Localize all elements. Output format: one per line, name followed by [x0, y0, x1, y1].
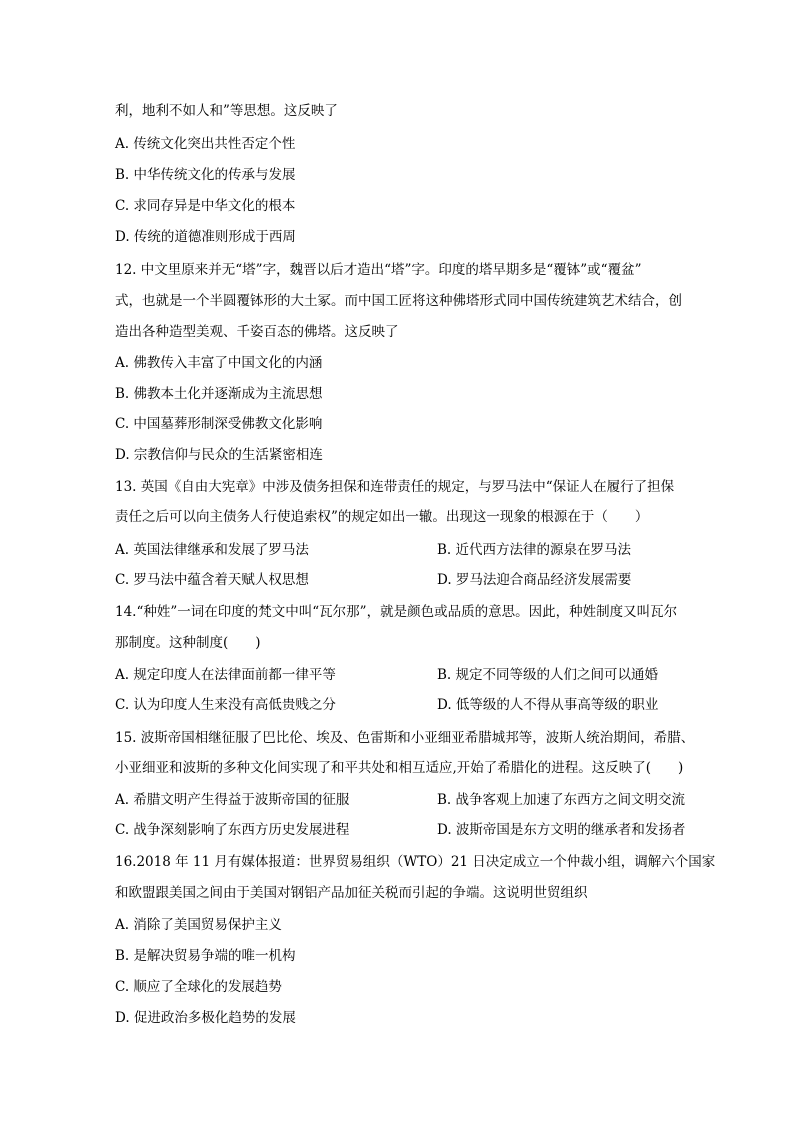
- question-13-line-2: 责任之后可以向主债务人行使追索权”的规定如出一辙。出现这一现象的根源在于（ ）: [115, 509, 649, 525]
- question-16-line-2: 和欧盟跟美国之间由于美国对钢铝产品加征关税而引起的争端。这说明世贸组织: [115, 885, 588, 901]
- q15-option-d: D. 波斯帝国是东方文明的继承者和发扬者: [437, 822, 686, 838]
- option-c: C. 求同存异是中华文化的根本: [115, 198, 296, 214]
- q16-option-a: A. 消除了美国贸易保护主义: [115, 917, 282, 933]
- q13-option-b: B. 近代西方法律的源泉在罗马法: [437, 542, 632, 558]
- question-text-line: 利，地利不如人和”等思想。这反映了: [115, 103, 338, 119]
- question-16-line-1: 16.2018 年 11 月有媒体报道：世界贸易组织（WTO）21 日决定成立一个仲裁小组，调解六个国家: [115, 854, 716, 870]
- q16-option-d: D. 促进政治多极化趋势的发展: [115, 1010, 296, 1026]
- q14-option-b: B. 规定不同等级的人们之间可以通婚: [437, 667, 659, 683]
- question-14-line-1: 14.“种姓”一词在印度的梵文中叫“瓦尔那”，就是颜色或品质的意思。因此，种姓制度又叫瓦尔: [115, 604, 678, 620]
- q15-option-a: A. 希腊文明产生得益于波斯帝国的征服: [115, 792, 350, 808]
- question-12-line-2: 式，也就是一个半圆覆钵形的大土冢。而中国工匠将这种佛塔形式同中国传统建筑艺术结合，创: [115, 293, 682, 309]
- q14-option-c: C. 认为印度人生来没有高低贵贱之分: [115, 697, 336, 713]
- option-a: A. 传统文化突出共性否定个性: [115, 136, 296, 152]
- q14-option-d: D. 低等级的人不得从事高等级的职业: [437, 697, 659, 713]
- q12-option-c: C. 中国墓葬形制深受佛教文化影响: [115, 416, 323, 432]
- q16-option-b: B. 是解决贸易争端的唯一机构: [115, 948, 296, 964]
- q15-option-c: C. 战争深刻影响了东西方历史发展进程: [115, 822, 350, 838]
- question-13-line-1: 13. 英国《自由大宪章》中涉及债务担保和连带责任的规定，与罗马法中“保证人在履行了担保: [115, 479, 675, 495]
- q16-option-c: C. 顺应了全球化的发展趋势: [115, 979, 282, 995]
- option-b: B. 中华传统文化的传承与发展: [115, 167, 296, 183]
- question-12-line-1: 12. 中文里原来并无“塔”字，魏晋以后才造出“塔”字。印度的塔早期多是“覆钵”或“覆盆”: [115, 262, 642, 278]
- q15-option-b: B. 战争客观上加速了东西方之间文明交流: [437, 792, 686, 808]
- question-15-line-1: 15. 波斯帝国相继征服了巴比伦、埃及、色雷斯和小亚细亚希腊城邦等，波斯人统治期间，希腊、: [115, 730, 695, 746]
- q13-option-d: D. 罗马法迎合商品经济发展需要: [437, 572, 632, 588]
- question-14-line-2: 那制度。这种制度( ): [115, 635, 261, 651]
- question-12-line-3: 造出各种造型美观、千姿百态的佛塔。这反映了: [115, 324, 399, 340]
- q14-option-a: A. 规定印度人在法律面前都一律平等: [115, 667, 336, 683]
- q13-option-c: C. 罗马法中蕴含着天赋人权思想: [115, 572, 309, 588]
- q12-option-d: D. 宗教信仰与民众的生活紧密相连: [115, 447, 323, 463]
- question-15-line-2: 小亚细亚和波斯的多种文化间实现了和平共处和相互适应,开始了希腊化的进程。这反映了( ): [115, 760, 684, 776]
- option-d: D. 传统的道德准则形成于西周: [115, 229, 296, 245]
- q12-option-b: B. 佛教本土化并逐渐成为主流思想: [115, 386, 323, 402]
- q12-option-a: A. 佛教传入丰富了中国文化的内涵: [115, 355, 323, 371]
- q13-option-a: A. 英国法律继承和发展了罗马法: [115, 542, 309, 558]
